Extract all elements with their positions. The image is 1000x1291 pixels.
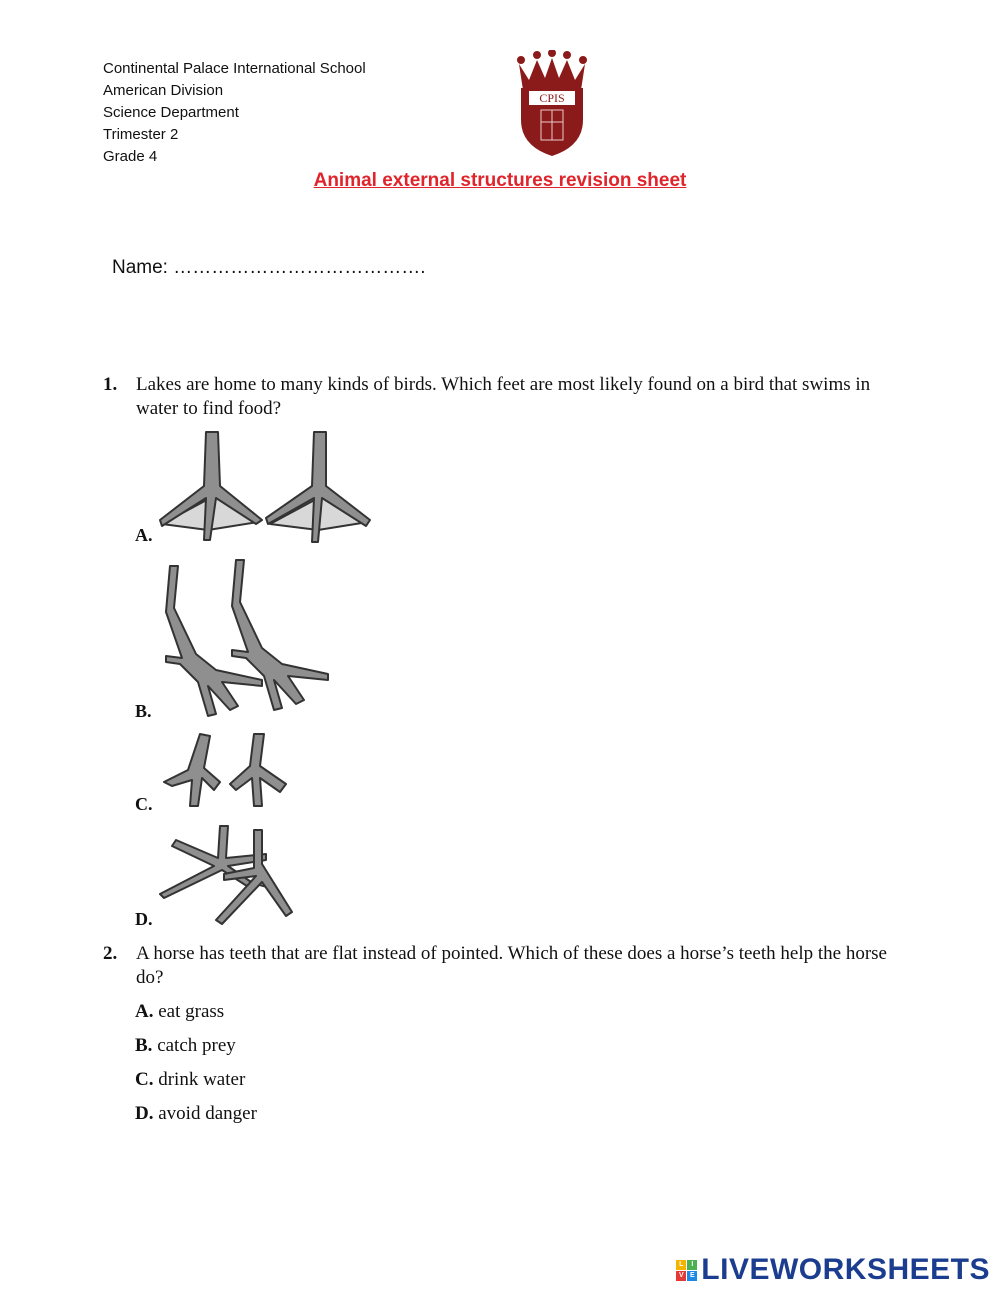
question-number: 1. [103,374,118,395]
brand-text: LIVEWORKSHEETS [701,1253,990,1286]
option-a-letter: A. [135,525,153,545]
option-text: catch prey [157,1035,236,1056]
school-logo [515,50,589,158]
answer-option-d[interactable] [135,1103,257,1125]
answer-option-c[interactable] [135,1069,245,1091]
option-letter: A. [135,1001,154,1022]
question-text: Lakes are home to many kinds of birds. Which feet are most likely found on a bird that swims in water to find food? [136,374,871,419]
option-text: avoid danger [158,1103,257,1124]
option-d-letter: D. [135,909,153,929]
department-name: Science Department [103,104,239,121]
option-letter: B. [135,1035,153,1056]
grade-label: Grade 4 [103,148,158,165]
webbed-feet-icon[interactable] [158,430,373,546]
page-title: Animal external structures revision sheet [313,170,687,191]
school-header [103,58,366,168]
wading-bird-feet-icon[interactable] [158,558,338,720]
division-name: American Division [103,82,224,99]
brand-logo-icon: L I V E [676,1260,697,1281]
logo-text: CPIS [539,91,565,105]
answer-option-b[interactable] [135,1035,236,1057]
answer-option-a[interactable] [135,1001,224,1023]
school-name: Continental Palace International School [103,60,366,77]
option-letter: D. [135,1103,154,1124]
question-text: A horse has teeth that are flat instead of pointed. Which of these does a horse’s teeth help the horse do? [136,943,887,988]
taloned-feet-icon[interactable] [160,732,295,812]
long-toed-feet-icon[interactable] [158,824,298,926]
option-b-letter: B. [135,701,152,721]
name-field[interactable]: Name: …………………………………. [112,257,426,278]
term-label: Trimester 2 [103,126,179,143]
option-text: eat grass [158,1001,225,1022]
option-letter: C. [135,1069,154,1090]
liveworksheets-brand[interactable] [676,1253,990,1287]
option-text: drink water [158,1069,246,1090]
option-c-letter: C. [135,794,153,814]
question-number: 2. [103,943,118,964]
